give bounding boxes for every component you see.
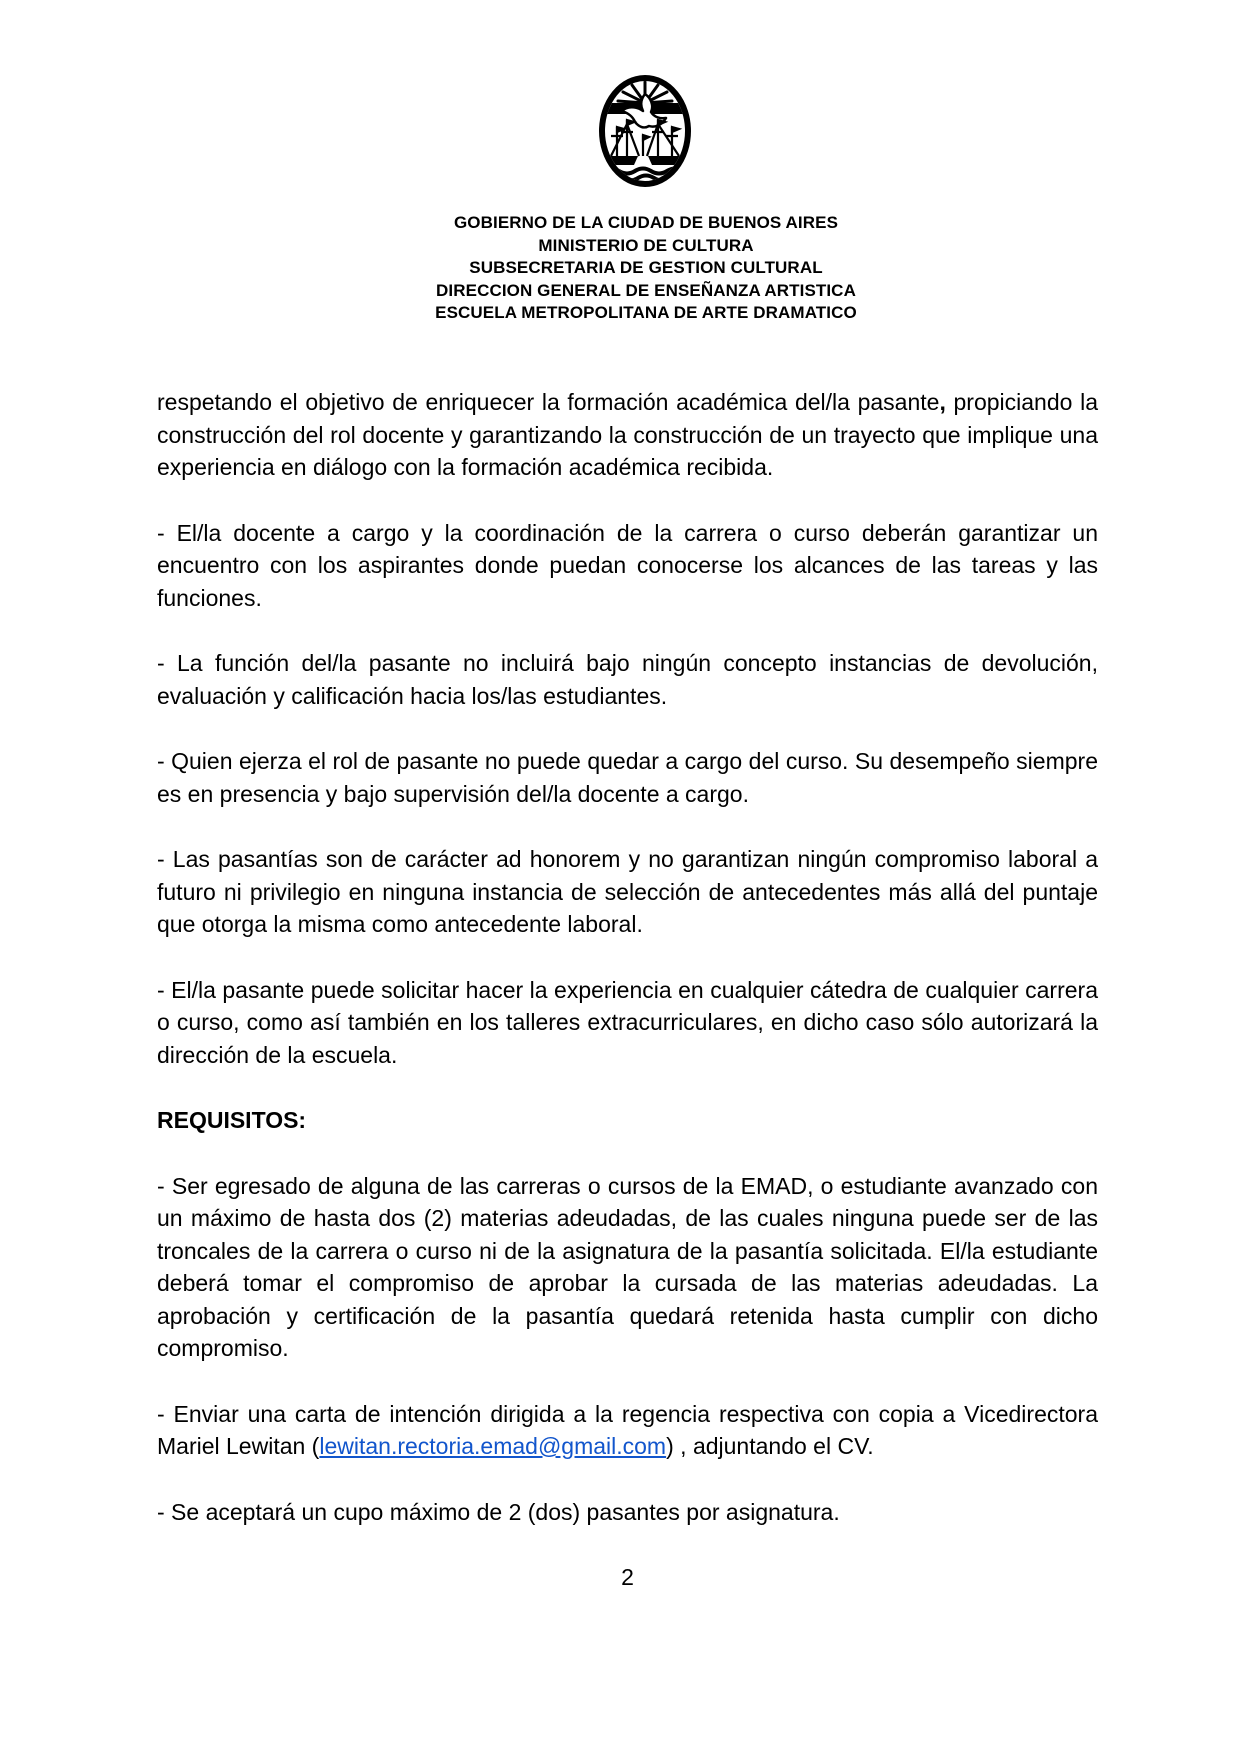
- letterhead-line-escuela: ESCUELA METROPOLITANA DE ARTE DRAMATICO: [435, 303, 857, 322]
- para-carta-intencion: [157, 1398, 1098, 1463]
- letterhead-line-direccion: DIRECCION GENERAL DE ENSEÑANZA ARTISTICA: [436, 280, 856, 300]
- document-body: [157, 386, 1098, 1594]
- text-segment: - Se aceptará un cupo máximo de 2 (dos) pasantes por asignatura.: [157, 1498, 840, 1525]
- email-link[interactable]: lewitan.rectoria.emad@gmail.com: [319, 1433, 667, 1459]
- para-ad-honorem: [157, 843, 1098, 941]
- text-segment: - Ser egresado de alguna de las carreras o cursos de la EMAD, o estudiante avanzado con un máximo de hasta dos (2) materias adeudadas, de las cuales ninguna puede ser de las troncales de la carrera o curso ni de la asignatura de la pasantía solicitada. El/la estudiante deberá tomar el compromiso de aprobar la cursada de las materias adeudadas. La aprobación y certificación de la pasantía quedará retenida hasta cumplir con dicho compromiso.: [157, 1172, 1098, 1361]
- text-segment: - Quien ejerza el rol de pasante no puede quedar a cargo del curso. Su desempeño siempre es en presencia y bajo supervisión del/la docente a cargo.: [157, 748, 1098, 807]
- text-segment: ,: [939, 389, 946, 415]
- letterhead: [246, 212, 1046, 325]
- text-segment: REQUISITOS:: [157, 1107, 307, 1133]
- text-segment: propiciando la construcción del rol docente y garantizando la construcción de un trayecto que implique una experiencia en diálogo con la formación académica recibida.: [157, 389, 1098, 480]
- para-docente-a-cargo: [157, 517, 1098, 615]
- text-segment: - Enviar una carta de intención dirigida a la regencia respectiva con copia a Vicedirectora Mariel Lewitan (: [157, 1400, 1098, 1459]
- para-funcion-pasante: [157, 647, 1098, 712]
- text-segment: - La función del/la pasante no incluirá bajo ningún concepto instancias de devolución, evaluación y calificación hacia los/las estudiantes.: [157, 650, 1098, 709]
- letterhead-line-subsecretaria: SUBSECRETARIA DE GESTION CULTURAL: [469, 258, 823, 277]
- para-solicitar-experiencia: [157, 974, 1098, 1072]
- text-segment: respetando el objetivo de enriquecer la formación académica del/la pasante: [157, 389, 940, 415]
- letterhead-line-gobierno: GOBIERNO DE LA CIUDAD DE BUENOS AIRES: [453, 213, 839, 232]
- text-segment: ) , adjuntando el CV.: [666, 1433, 874, 1459]
- para-rol-pasante: [157, 745, 1098, 810]
- para-cupo-maximo: [157, 1496, 1098, 1529]
- text-segment: - El/la docente a cargo y la coordinación de la carrera o curso deberán garantizar un encuentro con los aspirantes donde puedan conocerse los alcances de las tareas y las funciones.: [157, 519, 1098, 611]
- letterhead-line-ministerio: MINISTERIO DE CULTURA: [538, 235, 754, 255]
- para-intro: [157, 386, 1098, 484]
- page-number: 2: [621, 1564, 634, 1590]
- text-segment: - El/la pasante puede solicitar hacer la experiencia en cualquier cátedra de cualquier carrera o curso, como así también en los talleres extracurriculares, en dicho caso sólo autorizará la dirección de la escuela.: [157, 976, 1098, 1068]
- requisitos-heading: [157, 1104, 1098, 1137]
- para-ser-egresado: [157, 1170, 1098, 1365]
- buenos-aires-coat-of-arms-logo: [597, 72, 693, 190]
- text-segment: - Las pasantías son de carácter ad honorem y no garantizan ningún compromiso laboral a futuro ni privilegio en ninguna instancia de selección de antecedentes más allá del puntaje que otorga la misma como antecedente laboral.: [157, 846, 1098, 937]
- coat-of-arms-icon: [597, 72, 693, 190]
